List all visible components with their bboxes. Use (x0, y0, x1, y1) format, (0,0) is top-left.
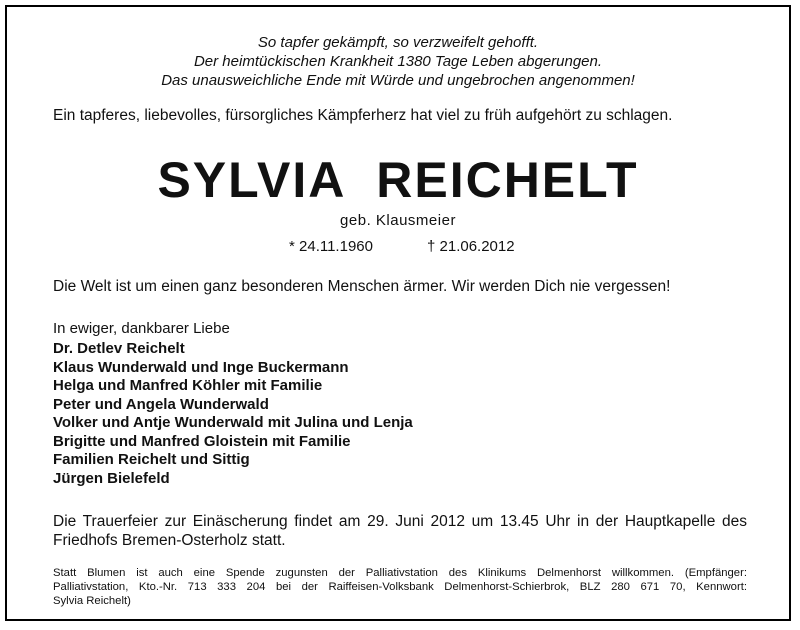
mourner: Volker und Antje Wunderwald mit Julina und Lenja (53, 414, 413, 431)
poem-line: Der heimtückischen Krankheit 1380 Tage Leben abgerungen. (193, 53, 603, 70)
mourner: Peter und Angela Wunderwald (53, 395, 269, 413)
mourner: Dr. Detlev Reichelt (53, 340, 185, 357)
mourner: Familien Reichelt und Sittig (53, 451, 250, 468)
mourners-list (53, 340, 413, 488)
donation-note-line: Sylvia Reichelt) (53, 595, 131, 607)
poem (7, 33, 789, 90)
donation-note (53, 566, 747, 608)
intro-text: Ein tapferes, liebevolles, fürsorgliches Kämpferherz hat viel zu früh aufgehört zu schlagen. (53, 107, 673, 124)
mourner: Helga und Manfred Köhler mit Familie (53, 377, 323, 394)
mourner: Klaus Wunderwald und Inge Buckermann (53, 358, 349, 376)
death-date: † 21.06.2012 (427, 238, 515, 255)
donation-note-line: Palliativstation, Kto.-Nr. 713 333 204 bei der Raiffeisen-Volksbank Delmenhorst-Schierbrok, BLZ 280 671 70, Kennwort: (53, 581, 747, 593)
birth-date: * 24.11.1960 (289, 238, 373, 255)
farewell-message: Die Welt ist um einen ganz besonderen Menschen ärmer. Wir werden Dich nie vergessen! (53, 278, 671, 295)
maiden-name: geb. Klausmeier (340, 212, 456, 229)
funeral-info (53, 512, 747, 550)
funeral-info-line: Die Trauerfeier zur Einäscherung findet am 29. Juni 2012 um 13.45 Uhr in der Hauptkapelle des (53, 513, 747, 530)
deceased-name: SYLVIA REICHELT (157, 152, 639, 208)
poem-line: Das unausweichliche Ende mit Würde und ungebrochen angenommen! (161, 72, 635, 89)
greeting: In ewiger, dankbarer Liebe (53, 320, 230, 337)
donation-note-line: Statt Blumen ist auch eine Spende zugunsten der Palliativstation des Klinikums Delmenhorst willkommen. (Empfänger: (53, 567, 747, 579)
mourner: Brigitte und Manfred Gloistein mit Familie (53, 432, 351, 450)
obituary-notice (5, 5, 791, 621)
funeral-info-line: Friedhofs Bremen-Osterholz statt. (53, 532, 286, 549)
mourner: Jürgen Bielefeld (53, 469, 170, 487)
poem-line: So tapfer gekämpft, so verzweifelt gehofft. (257, 34, 539, 51)
